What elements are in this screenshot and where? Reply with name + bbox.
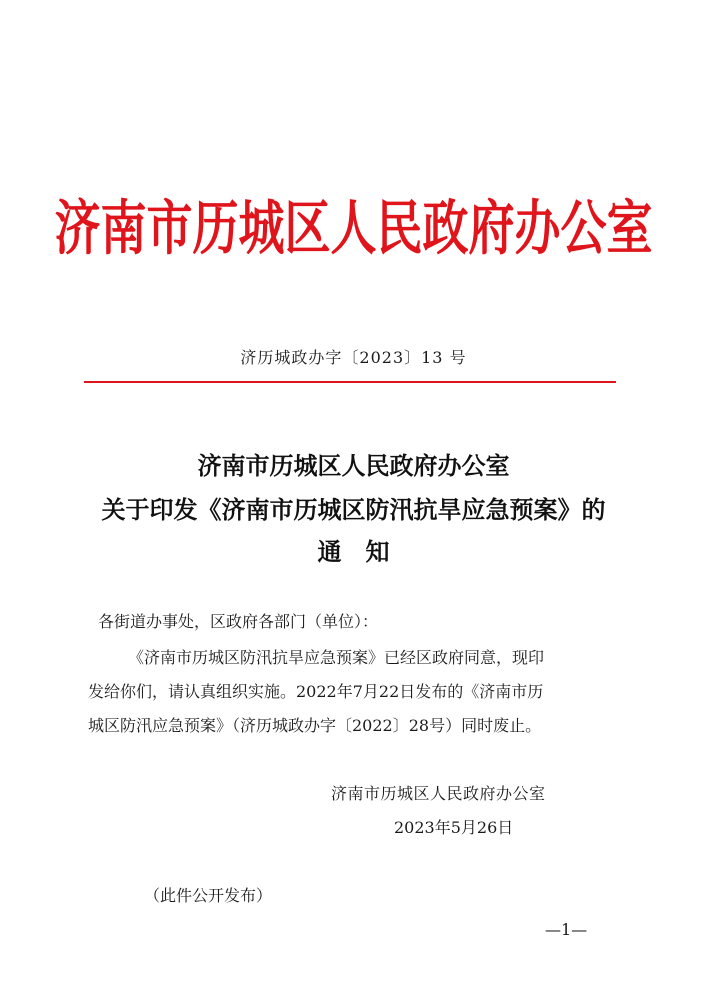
document-number: 济历城政办字〔2023〕13 号	[240, 348, 467, 367]
page-number: —1—	[545, 920, 588, 939]
signature-date: 2023年5月26日	[394, 818, 514, 837]
notice-title-line-3: 通知	[317, 537, 414, 566]
body-paragraph-line-1: 《济南市历城区防汛抗旱应急预案》已经区政府同意，现印	[128, 648, 545, 667]
notice-title-line-2: 关于印发《济南市历城区防汛抗旱应急预案》的	[101, 495, 606, 524]
publication-note: （此件公开发布）	[144, 886, 273, 905]
body-paragraph-line-2: 发给你们，请认真组织实施。2022年7月22日发布的《济南市历	[88, 682, 544, 701]
salutation: 各街道办事处，区政府各部门（单位）：	[98, 612, 379, 631]
notice-title-line-1: 济南市历城区人民政府办公室	[197, 451, 510, 480]
signature-issuer: 济南市历城区人民政府办公室	[331, 784, 546, 803]
red-divider-line	[84, 381, 616, 383]
masthead-title: 济南市历城区人民政府办公室	[54, 193, 653, 263]
body-paragraph-line-3: 城区防汛应急预案》（济历城政办字〔2022〕28号）同时废止。	[88, 716, 542, 735]
